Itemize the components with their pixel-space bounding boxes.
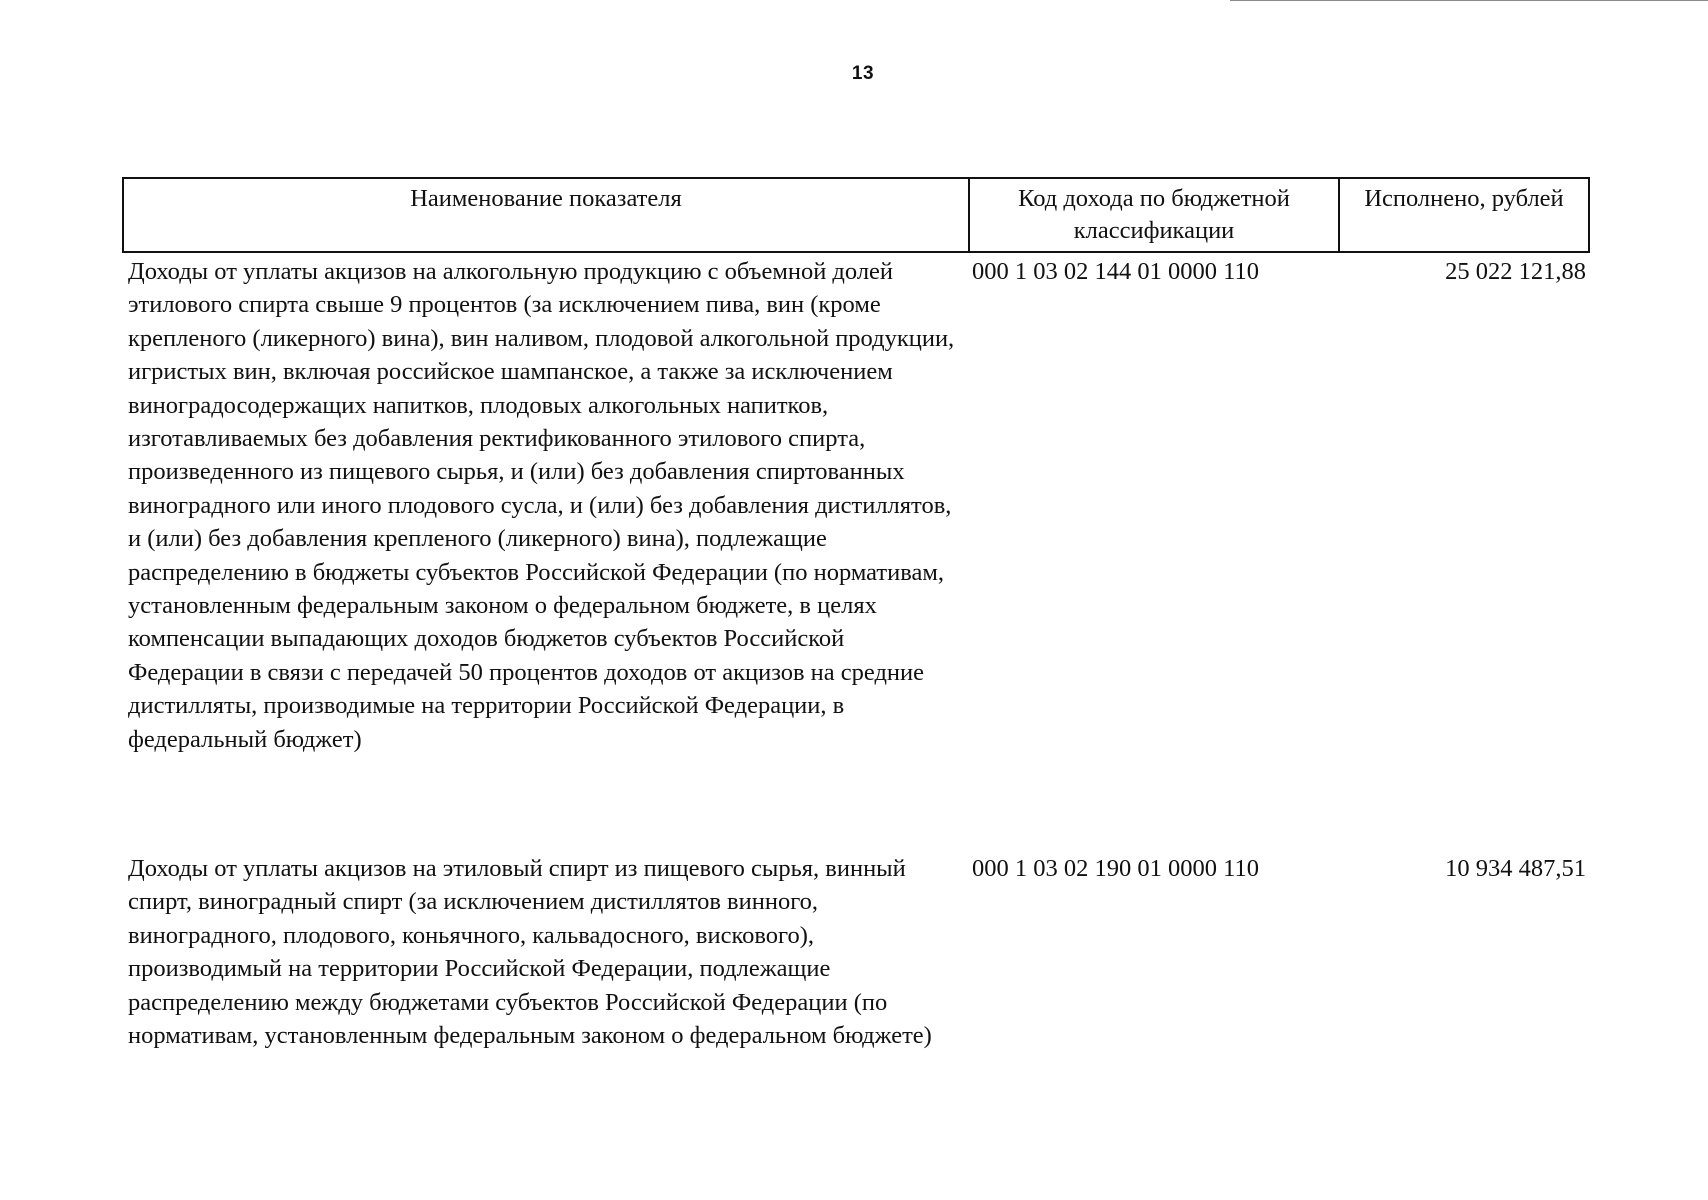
page-number: 13 — [851, 63, 875, 84]
scan-edge-line — [1230, 0, 1708, 1]
row-income-code: 000 1 03 02 144 01 0000 110 — [972, 258, 1259, 285]
row-indicator-name: Доходы от уплаты акцизов на алкогольную продукцию с объемной долей этилового спирта свыше 9 процентов (за исключением пива, вин (кроме крепленого (ликерного) вина), вин наливом, плодовой алкогольной продукции, игристых вин, включая российское шампанское, а также за исключением виноградосодержащих напитков, плодовых алкогольных напитков, изготавливаемых без добавления ректификованного этилового спирта, произведенного из пищевого сырья, и (или) без добавления спиртованных виноградного или иного плодового сусла, и (или) без добавления дистиллятов, и (или) без добавления крепленого (ликерного) вина), подлежащие распределению в бюджеты субъектов Российской Федерации (по нормативам, установленным федеральным законом о федеральном бюджете, в целях компенсации выпадающих доходов бюджетов субъектов Российской Федерации в связи с передачей 50 процентов доходов от акцизов на средние дистилляты, производимые на территории Российской Федерации, в федеральный бюджет) — [128, 258, 955, 753]
row-executed-amount: 10 934 487,51 — [1445, 855, 1586, 882]
header-indicator-name: Наименование показателя — [124, 179, 970, 251]
table-row — [128, 255, 1586, 756]
row-executed-amount: 25 022 121,88 — [1445, 258, 1586, 285]
row-income-code: 000 1 03 02 190 01 0000 110 — [972, 855, 1259, 882]
table-header — [122, 177, 1590, 253]
header-executed-amount: Исполнено, рублей — [1364, 185, 1564, 212]
header-income-code: Код дохода по бюджетной классификации — [970, 179, 1340, 251]
table-row — [128, 852, 1586, 1052]
row-indicator-name: Доходы от уплаты акцизов на этиловый спирт из пищевого сырья, винный спирт, виноградный спирт (за исключением дистиллятов винного, виноградного, плодового, коньячного, кальвадосного, вискового), производимый на территории Российской Федерации, подлежащие распределению между бюджетами субъектов Российской Федерации (по нормативам, установленным федеральным законом о федеральном бюджете) — [128, 855, 932, 1050]
